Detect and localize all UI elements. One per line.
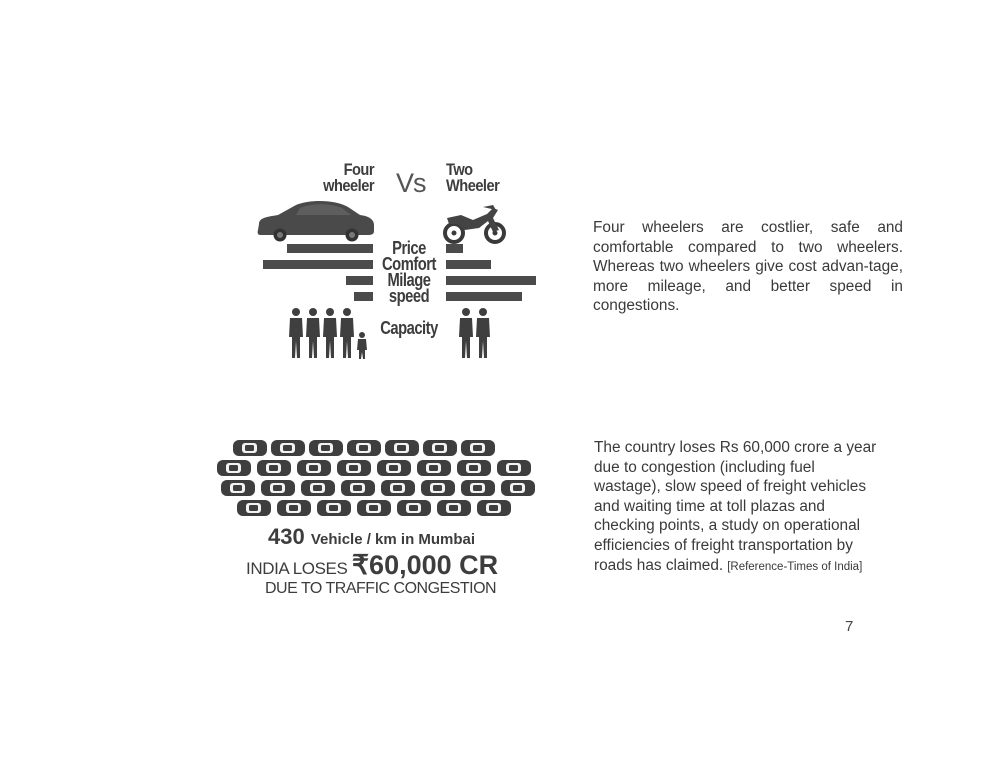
traffic-car-icon	[417, 460, 451, 476]
traffic-car-icon	[221, 480, 255, 496]
comfort-bar-two-wheeler	[446, 260, 491, 269]
traffic-car-icon	[257, 460, 291, 476]
price-bar-two-wheeler	[446, 244, 463, 253]
traffic-car-icon	[347, 440, 381, 456]
speed-bar-two-wheeler	[446, 292, 522, 301]
traffic-car-icon	[385, 440, 419, 456]
traffic-car-icon	[377, 460, 411, 476]
vehicle-count-suffix: Vehicle / km in Mumbai	[310, 531, 476, 548]
metric-label-capacity: Capacity	[380, 318, 438, 338]
traffic-car-icon	[397, 500, 431, 516]
metric-label-price: Price	[392, 238, 426, 258]
india-loses-prefix: INDIA LOSES	[246, 559, 348, 578]
traffic-car-icon	[237, 500, 271, 516]
congestion-paragraph-line: efficiencies of freight transportation by	[594, 536, 853, 554]
traffic-car-icon	[357, 500, 391, 516]
vehicle-density-text	[268, 524, 475, 550]
comparison-paragraph: Four wheelers are costlier, safe and comfortable compared to two wheelers. Whereas two wheelers give cost advan-tage, more mileage, and better speed in congestions.	[593, 219, 903, 314]
india-loses-amount: ₹60,000 CR	[351, 550, 499, 580]
traffic-car-icon	[437, 500, 471, 516]
traffic-car-icon	[301, 480, 335, 496]
traffic-car-icon	[341, 480, 375, 496]
two-wheeler-heading-line-1: Two	[446, 160, 473, 179]
traffic-cars-grid-icon	[215, 438, 540, 520]
traffic-car-icon	[457, 460, 491, 476]
page-number: 7	[845, 618, 854, 635]
congestion-paragraph	[594, 438, 904, 577]
milage-bar-four-wheeler	[346, 276, 373, 285]
traffic-car-icon	[423, 440, 457, 456]
congestion-paragraph-line: wastage), slow speed of freight vehicles	[594, 478, 867, 496]
four-wheeler-heading-line-2: wheeler	[323, 176, 374, 195]
reference-note: [Reference-Times of India]	[727, 560, 863, 573]
congestion-cause: DUE TO TRAFFIC CONGESTION	[265, 580, 497, 597]
traffic-car-icon	[277, 500, 311, 516]
traffic-car-icon	[501, 480, 535, 496]
traffic-car-icon	[461, 480, 495, 496]
traffic-car-icon	[271, 440, 305, 456]
traffic-car-icon	[421, 480, 455, 496]
traffic-car-icon	[337, 460, 371, 476]
comfort-bar-four-wheeler	[263, 260, 373, 269]
four-wheeler-heading-line-1: Four	[343, 160, 374, 179]
traffic-car-icon	[297, 460, 331, 476]
traffic-car-icon	[317, 500, 351, 516]
metric-label-comfort: Comfort	[382, 254, 436, 274]
congestion-paragraph-line: and waiting time at toll plazas and	[594, 497, 825, 515]
price-bar-four-wheeler	[287, 244, 373, 253]
congestion-paragraph-last-text: roads has claimed.	[594, 556, 724, 574]
congestion-paragraph-line: due to congestion (including fuel	[594, 458, 815, 476]
metric-label-speed: speed	[388, 286, 430, 306]
traffic-car-icon	[477, 500, 511, 516]
two-wheeler-heading-line-2: Wheeler	[446, 176, 500, 195]
congestion-paragraph-line: The country loses Rs 60,000 crore a year	[594, 439, 877, 456]
traffic-car-icon	[497, 460, 531, 476]
vs-label: Vs	[396, 168, 426, 198]
traffic-car-icon	[381, 480, 415, 496]
motorbike-icon	[443, 204, 507, 244]
two-wheeler-capacity-people-icon	[456, 307, 496, 361]
congestion-paragraph-line-last	[594, 556, 904, 578]
milage-bar-two-wheeler	[446, 276, 536, 285]
traffic-car-icon	[217, 460, 251, 476]
traffic-car-icon	[309, 440, 343, 456]
traffic-car-icon	[261, 480, 295, 496]
four-wheeler-capacity-people-icon	[285, 307, 375, 361]
metric-label-milage: Milage	[387, 270, 431, 290]
two-wheeler-heading	[446, 162, 515, 194]
vehicle-count: 430	[268, 524, 305, 549]
congestion-paragraph-line: checking points, a study on operational	[594, 517, 861, 535]
india-loses-line	[246, 550, 498, 581]
traffic-car-icon	[461, 440, 495, 456]
speed-bar-four-wheeler	[354, 292, 373, 301]
traffic-car-icon	[233, 440, 267, 456]
four-wheeler-heading	[310, 162, 374, 194]
car-icon	[256, 200, 376, 242]
